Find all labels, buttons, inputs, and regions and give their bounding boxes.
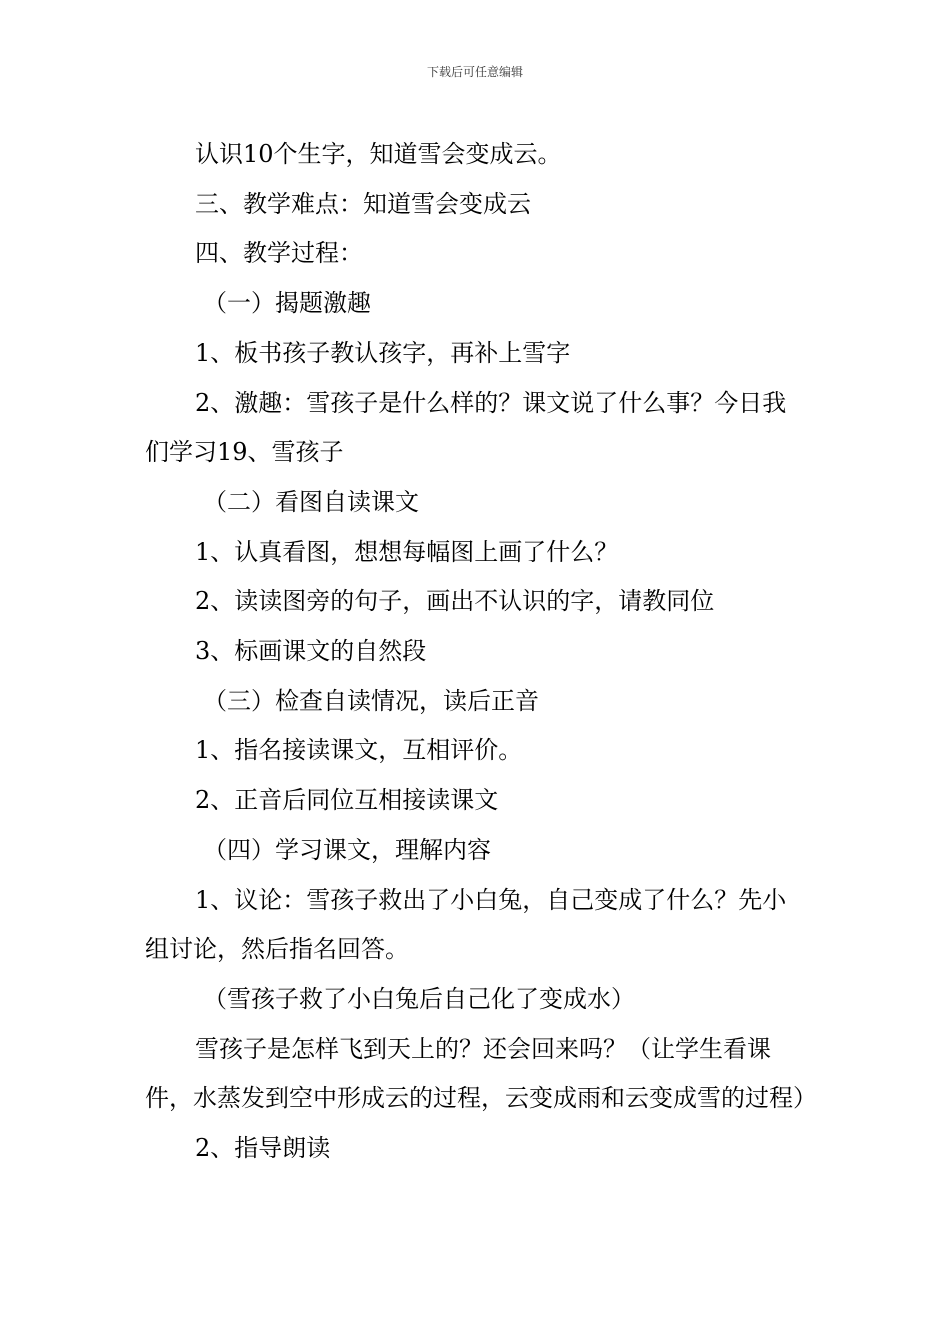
section-heading-4: （四）学习课文，理解内容 (203, 835, 491, 864)
list-item: 3、标画课文的自然段 (195, 637, 427, 666)
heading-teaching-difficulty: 三、教学难点：知道雪会变成云 (195, 189, 531, 218)
list-item: 2、读读图旁的句子，画出不认识的字，请教同位 (195, 587, 715, 616)
list-item: 1、指名接读课文，互相评价。 (195, 736, 523, 765)
answer-note: （雪孩子救了小白兔后自己化了变成水） (203, 984, 635, 1013)
section-heading-2: （二）看图自读课文 (203, 487, 419, 516)
list-item: 2、激趣：雪孩子是什么样的？课文说了什么事？今日我们学习19、雪孩子 (145, 388, 787, 467)
section-heading-1: （一）揭题激趣 (203, 289, 371, 318)
list-item: 1、板书孩子教认孩字，再补上雪字 (195, 338, 571, 367)
body-paragraph: 雪孩子是怎样飞到天上的？还会回来吗？（让学生看课件，水蒸发到空中形成云的过程，云变成雨和云变成雪的过程） (145, 1034, 817, 1113)
list-item: 1、议论：雪孩子救出了小白兔，自己变成了什么？先小组讨论，然后指名回答。 (145, 885, 787, 964)
list-item: 2、正音后同位互相接读课文 (195, 786, 499, 815)
list-item: 2、指导朗读 (195, 1134, 331, 1163)
document-body (145, 130, 817, 1174)
section-heading-3: （三）检查自读情况，读后正音 (203, 686, 539, 715)
page-header-note: 下载后可任意编辑 (426, 65, 523, 79)
heading-teaching-process: 四、教学过程： (195, 239, 363, 268)
paragraph-learning-goal: 认识10个生字，知道雪会变成云。 (195, 140, 562, 168)
list-item: 1、认真看图，想想每幅图上画了什么？ (195, 537, 619, 566)
